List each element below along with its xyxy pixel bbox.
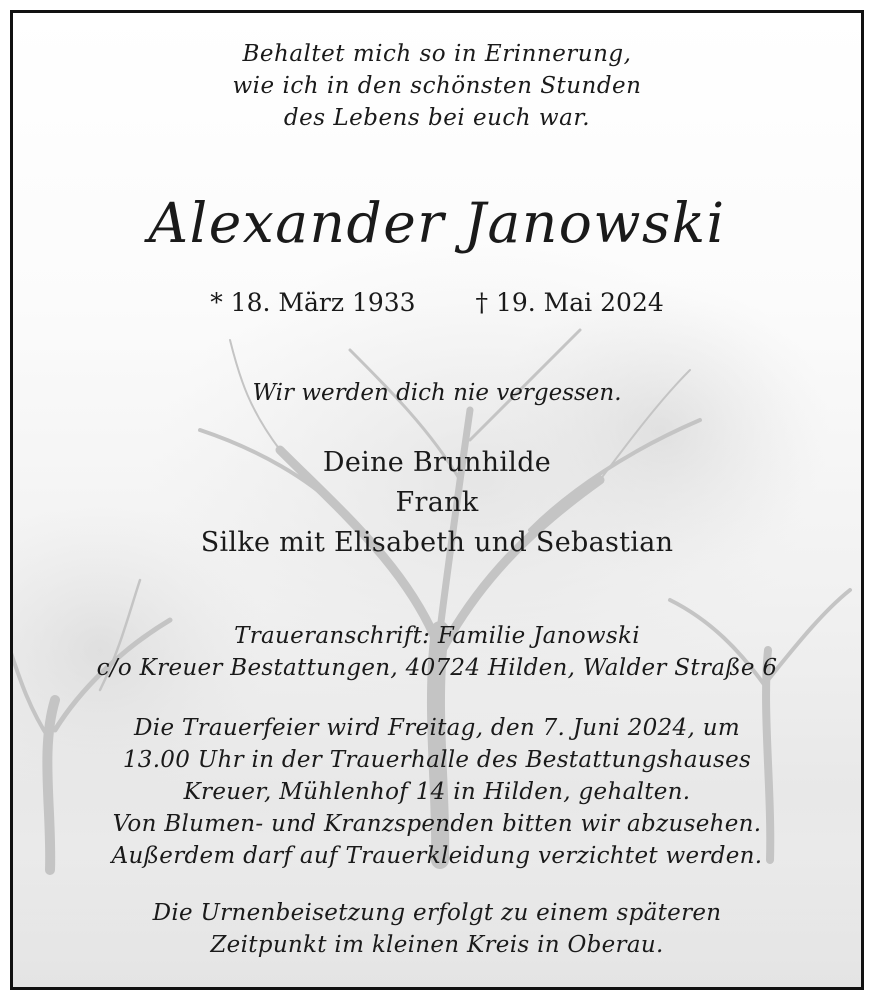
ceremony-line: Außerdem darf auf Trauerkleidung verzichtet werden.: [111, 843, 763, 869]
family-line: Deine Brunhilde: [322, 447, 552, 478]
family-line: Frank: [395, 487, 479, 518]
ceremony-line: Kreuer, Mühlenhof 14 in Hilden, gehalten.: [183, 779, 691, 805]
ceremony-line: 13.00 Uhr in der Trauerhalle des Bestattungshauses: [122, 747, 752, 773]
life-dates: [10, 286, 864, 320]
deceased-name: Alexander Janowski: [148, 191, 726, 255]
obituary-frame: [10, 10, 864, 990]
family-line: Silke mit Elisabeth und Sebastian: [200, 527, 674, 558]
motto-line: Behaltet mich so in Erinnerung,: [242, 41, 632, 67]
urn-burial-notice: [10, 897, 864, 961]
birth-date: * 18. März 1933: [210, 288, 416, 317]
funeral-ceremony-notice: [10, 712, 864, 872]
address-line: c/o Kreuer Bestattungen, 40724 Hilden, Walder Straße 6: [96, 655, 778, 681]
motto-line: wie ich in den schönsten Stunden: [232, 73, 642, 99]
motto-line: des Lebens bei euch war.: [283, 105, 591, 131]
family-signature: [10, 443, 864, 563]
ceremony-line: Die Trauerfeier wird Freitag, den 7. Juni 2024, um: [134, 715, 740, 741]
motto-quote: [10, 38, 864, 134]
burial-line: Die Urnenbeisetzung erfolgt zu einem späteren: [152, 900, 722, 926]
burial-line: Zeitpunkt im kleinen Kreis in Oberau.: [210, 932, 664, 958]
address-line: Traueranschrift: Familie Janowski: [234, 623, 640, 649]
mourning-address: [10, 620, 864, 684]
ceremony-line: Von Blumen- und Kranzspenden bitten wir abzusehen.: [112, 811, 762, 837]
farewell-line: Wir werden dich nie vergessen.: [252, 380, 622, 406]
death-date: † 19. Mai 2024: [475, 288, 664, 317]
